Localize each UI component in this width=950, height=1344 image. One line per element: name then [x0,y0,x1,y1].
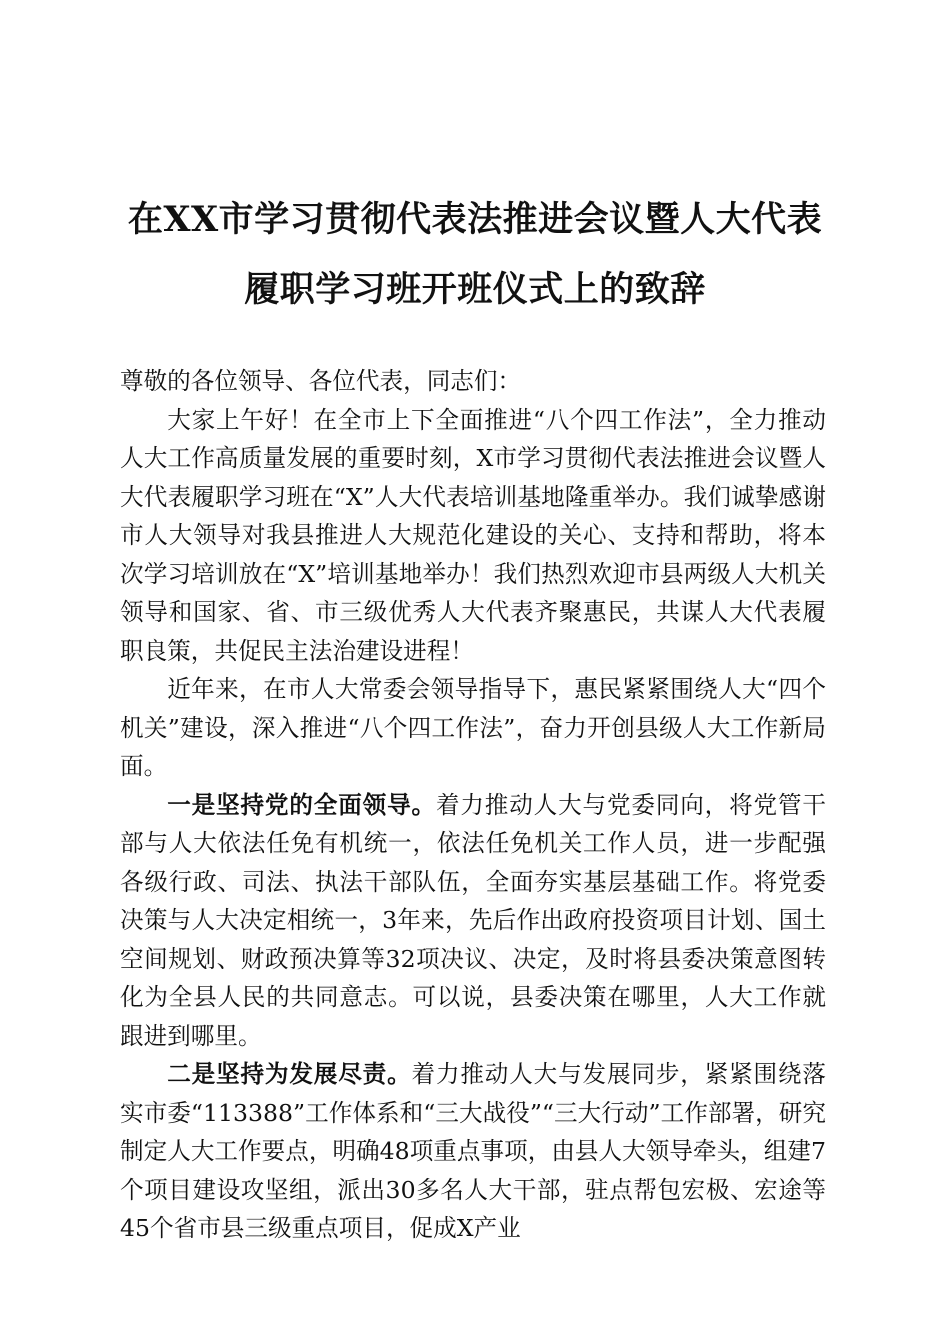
paragraph-point-one [120,786,826,1056]
paragraph-text: 着力推动人大与发展同步，紧紧围绕落实市委“113388”工作体系和“三大战役”“三大行动”工作部署，研究制定人大工作要点，明确48项重点事项，由县人大领导牵头，组建7个项目建设攻坚组，派出30多名人大干部，驻点帮包宏极、宏途等45个省市县三级重点项目，促成X产业 [120,1060,827,1242]
document-title-line-2: 履职学习班开班仪式上的致辞 [244,269,706,310]
paragraph-overview [120,670,826,786]
paragraph-text: 着力推动人大与党委同向，将党管干部与人大依法任免有机统一，依法任免机关工作人员，进一步配强各级行政、司法、执法干部队伍，全面夯实基层基础工作。将党委决策与人大决定相统一，3年来，先后作出政府投资项目计划、国土空间规划、财政预决算等32项决议、决定，及时将县委决策意图转化为全县人民的共同意志。可以说，县委决策在哪里，人大工作就跟进到哪里。 [120,790,827,1050]
document-title-line-1: 在XX市学习贯彻代表法推进会议暨人大代表 [127,199,823,240]
paragraph-lead: 二是坚持为发展尽责。 [167,1060,412,1088]
document-body [120,362,826,1248]
paragraph-text: 大家上午好！在全市上下全面推进“八个四工作法”，全力推动人大工作高质量发展的重要时刻，X市学习贯彻代表法推进会议暨人大代表履职学习班在“X”人大代表培训基地隆重举办。我们诚挚感谢市人大领导对我县推进人大规范化建设的关心、支持和帮助，将本次学习培训放在“X”培训基地举办！我们热烈欢迎市县两级人大机关领导和国家、省、市三级优秀人大代表齐聚惠民，共谋人大代表履职良策，共促民主法治建设进程！ [120,405,826,665]
paragraph-text: 近年来，在市人大常委会领导指导下，惠民紧紧围绕人大“四个机关”建设，深入推进“八个四工作法”，奋力开创县级人大工作新局面。 [120,675,826,780]
paragraph-lead: 一是坚持党的全面领导。 [167,790,436,819]
paragraph-greeting [120,401,826,671]
salutation: 尊敬的各位领导、各位代表，同志们： [120,367,522,395]
paragraph-point-two [120,1055,826,1248]
